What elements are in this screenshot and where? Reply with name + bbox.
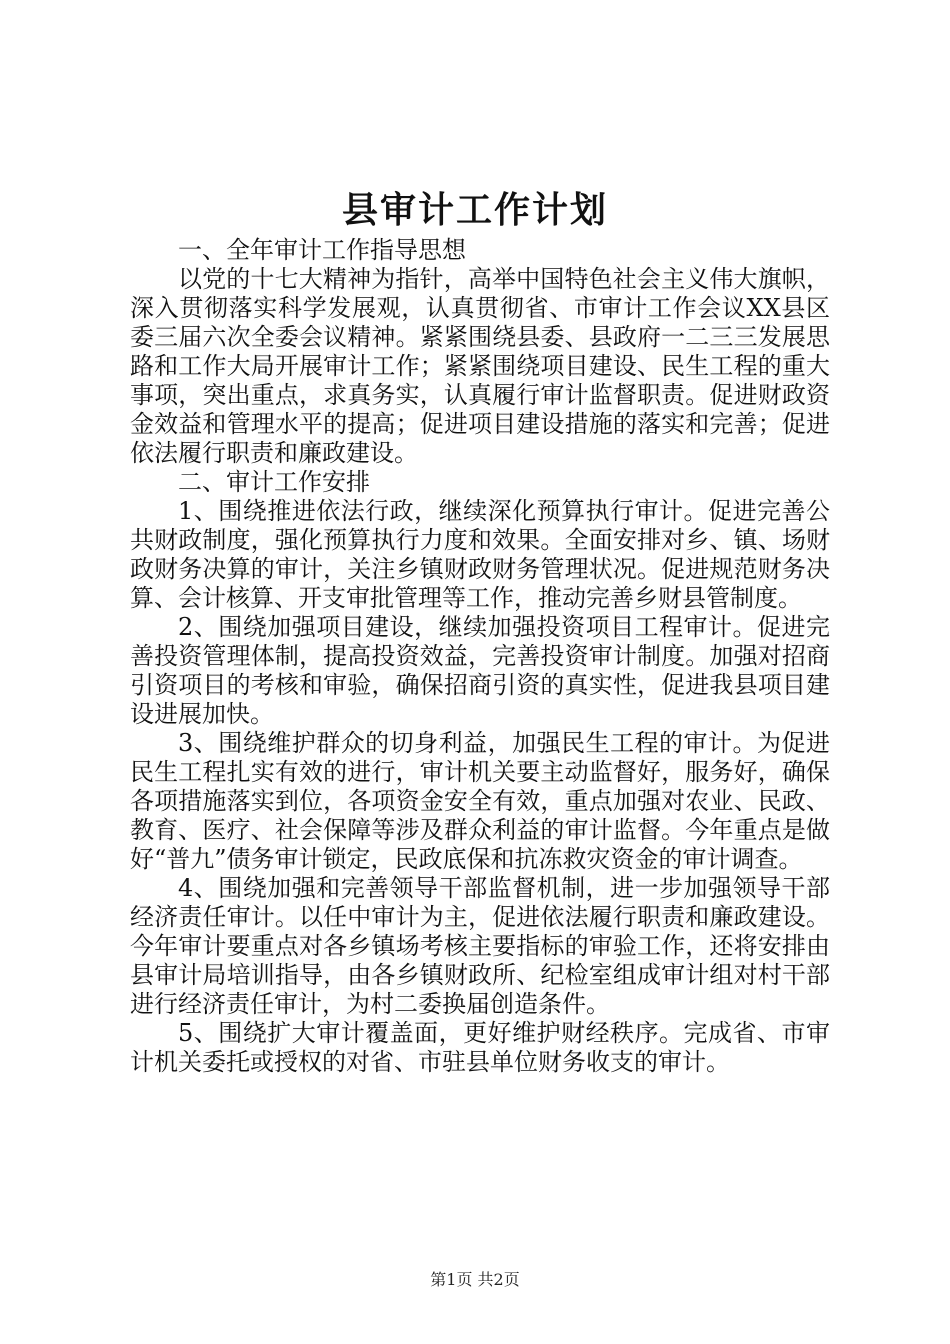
section-heading-guiding-ideology: 一、全年审计工作指导思想 <box>178 236 466 264</box>
paragraph-item-1: 1、围绕推进依法行政，继续深化预算执行审计。促进完善公共财政制度，强化预算执行力度和效果。全面安排对乡、镇、场财政财务决算的审计，关注乡镇财政财务管理状况。促进规范财务决算、会计核算、开支审批管理等工作，推动完善乡财县管制度。 <box>130 497 830 612</box>
page-number-footer: 第1页 共2页 <box>430 1270 520 1289</box>
paragraph-item-3: 3、围绕维护群众的切身利益，加强民生工程的审计。为促进民生工程扎实有效的进行，审计机关要主动监督好，服务好，确保各项措施落实到位，各项资金安全有效，重点加强对农业、民政、教育、医疗、社会保障等涉及群众利益的审计监督。今年重点是做好“普九”债务审计锁定，民政底保和抗冻救灾资金的审计调查。 <box>130 729 830 873</box>
document-title: 县审计工作计划 <box>341 189 608 231</box>
paragraph-guiding-ideology: 以党的十七大精神为指针，高举中国特色社会主义伟大旗帜，深入贯彻落实科学发展观，认真贯彻省、市审计工作会议XX县区委三届六次全委会议精神。紧紧围绕县委、县政府一二三三发展思路和工作大局开展审计工作；紧紧围绕项目建设、民生工程的重大事项，突出重点，求真务实，认真履行审计监督职责。促进财政资金效益和管理水平的提高；促进项目建设措施的落实和完善；促进依法履行职责和廉政建设。 <box>130 265 830 467</box>
paragraph-item-2: 2、围绕加强项目建设，继续加强投资项目工程审计。促进完善投资管理体制，提高投资效益，完善投资审计制度。加强对招商引资项目的考核和审验，确保招商引资的真实性，促进我县项目建设进展加快。 <box>130 613 830 728</box>
section-heading-work-arrangement: 二、审计工作安排 <box>178 468 370 496</box>
paragraph-item-5: 5、围绕扩大审计覆盖面，更好维护财经秩序。完成省、市审计机关委托或授权的对省、市驻县单位财务收支的审计。 <box>130 1019 830 1076</box>
paragraph-item-4: 4、围绕加强和完善领导干部监督机制，进一步加强领导干部经济责任审计。以任中审计为主，促进依法履行职责和廉政建设。今年审计要重点对各乡镇场考核主要指标的审验工作，还将安排由县审计局培训指导，由各乡镇财政所、纪检室组成审计组对村干部进行经济责任审计，为村二委换届创造条件。 <box>130 874 830 1018</box>
document-body <box>130 236 830 1077</box>
